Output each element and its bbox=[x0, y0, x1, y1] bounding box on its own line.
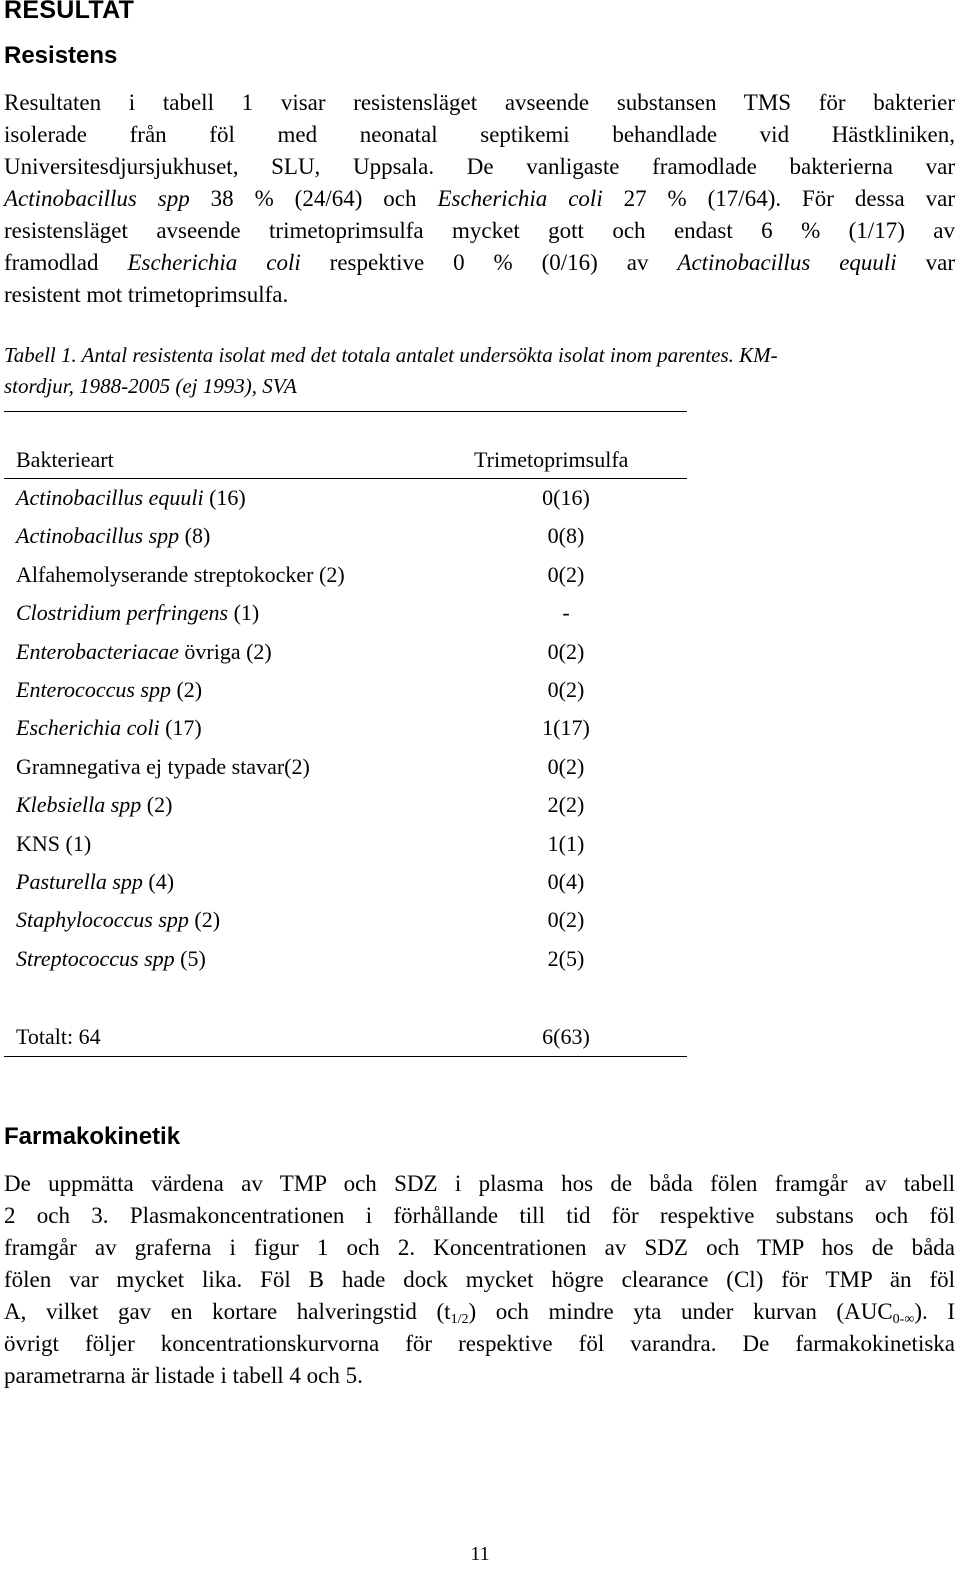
paragraph-resistens bbox=[4, 87, 955, 311]
table-row bbox=[16, 517, 688, 555]
table-row bbox=[16, 479, 688, 517]
row-resistance-value: 0(2) bbox=[547, 638, 585, 664]
row-resistance-value: 0(2) bbox=[547, 677, 585, 702]
para2-line-1: De uppmätta värdena av TMP och SDZ i plasma hos de båda fölen framgår av tabell bbox=[4, 1171, 955, 1196]
row-bacteria-name: Klebsiella spp (2) bbox=[16, 792, 173, 818]
row-bacteria-name: Enterobacteriacae övriga (2) bbox=[16, 638, 272, 664]
para1-line-2: isolerade från föl med neonatal septikemi behandlade vid Hästkliniken, bbox=[4, 122, 955, 147]
row-bacteria-name: Actinobacillus spp (8) bbox=[16, 523, 211, 549]
row-bacteria-name: KNS (1) bbox=[16, 830, 92, 856]
row-bacteria-name: Clostridium perfringens (1) bbox=[16, 600, 260, 626]
table-top-rule bbox=[4, 411, 687, 412]
para1-line-5: resistensläget avseende trimetoprimsulfa mycket gott och endast 6 % (1/17) av bbox=[4, 218, 955, 243]
para1-line-4: Actinobacillus spp 38 % (24/64) och Escherichia coli 27 % (17/64). För dessa var bbox=[4, 186, 955, 211]
para2-line-6: övrigt följer koncentrationskurvorna för respektive föl varandra. De farmakokinetiska bbox=[4, 1331, 955, 1356]
para2-line-3: framgår av graferna i figur 1 och 2. Koncentrationen av SDZ och TMP hos de båda bbox=[4, 1235, 955, 1260]
row-bacteria-name: Pasturella spp (4) bbox=[16, 869, 175, 894]
para1-line-1: Resultaten i tabell 1 visar resistensläget avseende substansen TMS för bakterier bbox=[4, 90, 955, 115]
table-row bbox=[16, 671, 688, 709]
total-value: 6(63) bbox=[542, 1024, 590, 1049]
table-row bbox=[16, 825, 688, 863]
row-bacteria-name: Streptococcus spp (5) bbox=[16, 945, 206, 971]
row-bacteria-name: Staphylococcus spp (2) bbox=[16, 907, 221, 933]
paragraph-farmakokinetik bbox=[4, 1168, 955, 1392]
header-bakterieart: Bakterieart bbox=[16, 447, 114, 472]
table-caption bbox=[4, 340, 955, 402]
para2-line-5: A, vilket gav en kortare halveringstid $(t_{1/2})$ och mindre yta under kurvan $(AUC_{0-\infty})$. I bbox=[4, 1299, 956, 1327]
table-row bbox=[16, 748, 688, 786]
row-resistance-value: - bbox=[562, 600, 570, 626]
para1-line-6: framodlad Escherichia coli respektive 0 % (0/16) av Actinobacillus equuli var bbox=[4, 250, 956, 275]
table-bottom-rule bbox=[4, 1056, 687, 1057]
table-row bbox=[16, 556, 688, 594]
para1-line-3: Universitesdjursjukhuset, SLU, Uppsala. De vanligaste framodlade bakterierna var bbox=[4, 154, 955, 179]
para2-line-7: parametrarna är listade i tabell 4 och 5. bbox=[4, 1363, 363, 1388]
row-resistance-value: 0(16) bbox=[542, 485, 590, 510]
para2-line-4: fölen var mycket lika. Föl B hade dock mycket högre clearance (Cl) för TMP än föl bbox=[4, 1267, 955, 1292]
row-bacteria-name: Enterococcus spp (2) bbox=[16, 677, 203, 702]
header-trimetoprimsulfa: Trimetoprimsulfa bbox=[474, 447, 629, 472]
row-bacteria-name: Alfahemolyserande streptokocker (2) bbox=[16, 561, 345, 587]
table-header-row bbox=[16, 441, 688, 479]
row-resistance-value: 1(17) bbox=[542, 715, 590, 741]
row-resistance-value: 0(4) bbox=[547, 869, 585, 894]
row-resistance-value: 1(1) bbox=[547, 830, 585, 856]
row-resistance-value: 0(2) bbox=[547, 561, 585, 587]
table-total-row bbox=[16, 1018, 688, 1056]
row-resistance-value: 2(2) bbox=[547, 792, 585, 818]
page-heading: RESULTAT bbox=[4, 0, 135, 24]
caption-line-1: Tabell 1. Antal resistenta isolat med det totala antalet undersökta isolat inom parentes. KM- bbox=[4, 343, 778, 367]
page-number: 11 bbox=[470, 1543, 490, 1565]
table-row bbox=[16, 901, 688, 939]
table-row bbox=[16, 633, 688, 671]
row-resistance-value: 0(8) bbox=[547, 523, 585, 549]
row-resistance-value: 0(2) bbox=[547, 753, 585, 779]
para1-line-7: resistent mot trimetoprimsulfa. bbox=[4, 282, 289, 307]
total-label: Totalt: 64 bbox=[16, 1024, 101, 1049]
section-title-farmakokinetik: Farmakokinetik bbox=[4, 1123, 181, 1150]
table-row bbox=[16, 786, 688, 824]
row-bacteria-name: Escherichia coli (17) bbox=[16, 715, 202, 741]
row-bacteria-name: Gramnegativa ej typade stavar(2) bbox=[16, 753, 310, 779]
table-row bbox=[16, 709, 688, 747]
table-row bbox=[16, 863, 688, 901]
caption-line-2: stordjur, 1988-2005 (ej 1993), SVA bbox=[4, 374, 297, 398]
para2-line-2: 2 och 3. Plasmakoncentrationen i förhållande till tid för respektive substans och föl bbox=[4, 1203, 955, 1228]
row-resistance-value: 2(5) bbox=[547, 945, 585, 971]
table-row bbox=[16, 594, 688, 632]
table-row bbox=[16, 940, 688, 978]
row-bacteria-name: Actinobacillus equuli (16) bbox=[16, 485, 246, 510]
row-resistance-value: 0(2) bbox=[547, 907, 585, 933]
section-title-resistens: Resistens bbox=[4, 42, 118, 69]
